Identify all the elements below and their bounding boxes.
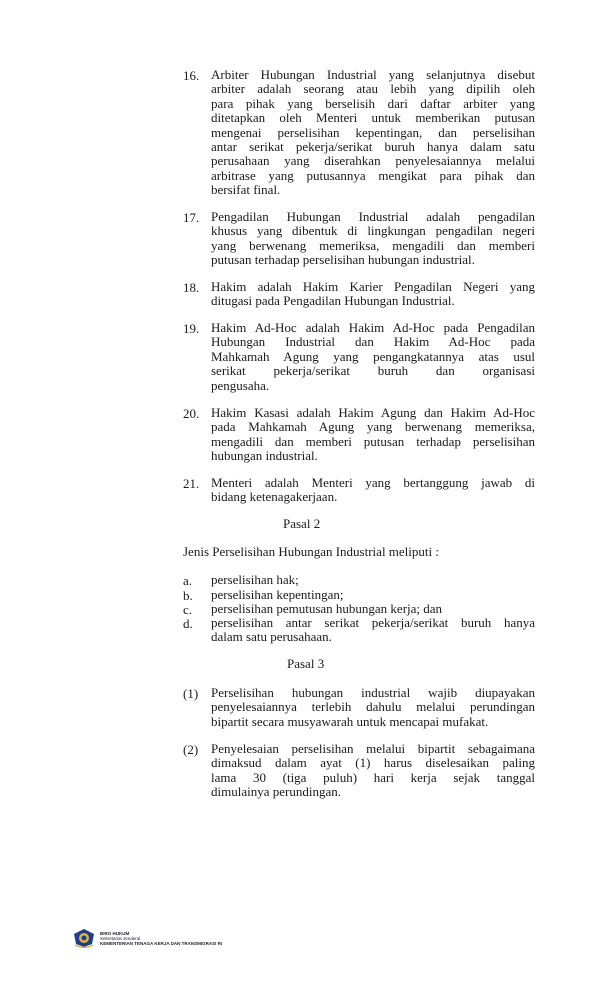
text-line: Pengadilan Hubungan Industrial adalah pengadilan xyxy=(211,209,535,224)
text-line: serikat pekerja/serikat buruh dan organisasi xyxy=(211,363,535,379)
text-line: perusahaan yang diserahkan penyelesaiannya melalui xyxy=(211,153,535,169)
text-line: arbiter adalah seorang atau lebih yang dipilih oleh xyxy=(211,81,535,97)
item-number: d. xyxy=(183,616,193,631)
text-line: dimaksud dalam ayat (1) harus diselesaikan paling xyxy=(211,755,535,771)
pasal-2-title: Pasal 2 xyxy=(283,516,321,531)
text-line: pengusaha. xyxy=(211,377,270,393)
item-text xyxy=(211,321,535,393)
definition-item-1 xyxy=(183,210,535,268)
item-number: 19. xyxy=(183,321,200,336)
text-line: ditugasi pada Pengadilan Hubungan Industrial. xyxy=(211,293,455,309)
item-number: b. xyxy=(183,588,193,603)
pasal-3-title: Pasal 3 xyxy=(287,656,325,671)
text-line: Penyelesaian perselisihan melalui bipartit sebagaimana xyxy=(211,741,535,756)
item-number: (2) xyxy=(183,742,199,757)
item-text xyxy=(211,573,535,587)
text-line: lama 30 (tiga puluh) hari kerja sejak tanggal xyxy=(211,769,535,785)
text-line: Mahkamah Agung yang pengangkatannya atas usul xyxy=(211,348,535,364)
pasal-3-item-0 xyxy=(183,686,535,729)
item-text xyxy=(211,210,535,268)
text-line: putusan terhadap perselisihan hubungan industrial. xyxy=(211,252,475,268)
text-line: perselisihan hak; xyxy=(211,572,299,587)
text-line: Menteri adalah Menteri yang bertanggung jawab di xyxy=(211,475,535,490)
text-line: khusus yang dibentuk di lingkungan pengadilan negeri xyxy=(211,223,535,239)
text-line: Hakim Ad-Hoc adalah Hakim Ad-Hoc pada Pengadilan xyxy=(211,320,535,335)
text-line: mengenai perselisihan kepentingan, dan perselisihan xyxy=(211,124,535,140)
text-line: perselisihan antar serikat pekerja/serikat buruh hanya xyxy=(211,615,535,630)
text-line: dimulainya perundingan. xyxy=(211,784,341,800)
ministry-emblem-icon xyxy=(72,928,96,948)
definition-item-0 xyxy=(183,68,535,198)
item-text xyxy=(211,280,535,309)
item-number: 21. xyxy=(183,476,200,491)
definition-item-4 xyxy=(183,406,535,464)
text-line: para pihak yang berselisih dari daftar arbiter yang xyxy=(211,95,535,111)
text-line: bersifat final. xyxy=(211,182,281,198)
pasal-2-item-3 xyxy=(183,616,535,645)
item-number: 18. xyxy=(183,280,200,295)
item-text xyxy=(211,406,535,464)
text-line: yang berwenang memeriksa, mengadili dan memberi xyxy=(211,237,535,253)
footer-logo xyxy=(72,928,222,948)
text-line: Hakim Kasasi adalah Hakim Agung dan Hakim Ad-Hoc xyxy=(211,405,535,420)
text-line: penyelesaiannya terlebih dahulu melalui perundingan xyxy=(211,699,535,715)
text-line: Perselisihan hubungan industrial wajib diupayakan xyxy=(211,685,535,700)
item-text xyxy=(211,476,535,505)
text-line: bidang ketenagakerjaan. xyxy=(211,489,338,505)
footer-line-2: Sekretariat Jenderal xyxy=(100,935,141,941)
item-text xyxy=(211,686,535,729)
item-text xyxy=(211,616,535,645)
text-line: arbitrase yang putusannya mengikat para pihak dan xyxy=(211,167,535,183)
text-line: Hubungan Industrial dan Hakim Ad-Hoc pada xyxy=(211,334,535,350)
item-number: c. xyxy=(183,602,193,617)
item-number: a. xyxy=(183,573,193,588)
text-line: dalam satu perusahaan. xyxy=(211,629,332,645)
item-number: (1) xyxy=(183,686,199,701)
definition-item-3 xyxy=(183,321,535,393)
text-line: bipartit secara musyawarah untuk mencapai mufakat. xyxy=(211,713,489,729)
item-number: 20. xyxy=(183,406,200,421)
text-line: mengadili dan memberi putusan terhadap perselisihan xyxy=(211,433,535,449)
text-line: Hakim adalah Hakim Karier Pengadilan Negeri yang xyxy=(211,279,535,294)
text-line: Arbiter Hubungan Industrial yang selanjutnya disebut xyxy=(211,67,535,82)
text-line: ditetapkan oleh Menteri untuk memberikan putusan xyxy=(211,110,535,126)
text-line: antar serikat pekerja/serikat buruh hanya dalam satu xyxy=(211,138,535,154)
pasal-2-intro: Jenis Perselisihan Hubungan Industrial meliputi : xyxy=(183,544,439,559)
text-line: perselisihan kepentingan; xyxy=(211,587,344,602)
item-text xyxy=(211,68,535,198)
pasal-2-item-0 xyxy=(183,573,535,587)
text-line: perselisihan pemutusan hubungan kerja; dan xyxy=(211,601,443,616)
text-line: hubungan industrial. xyxy=(211,448,318,464)
definition-item-5 xyxy=(183,476,535,505)
item-number: 17. xyxy=(183,210,200,225)
text-line: pada Mahkamah Agung yang berwenang memeriksa, xyxy=(211,419,535,435)
footer-line-3: KEMENTERIAN TENAGA KERJA DAN TRANSMIGRASI RI xyxy=(100,940,223,946)
item-number: 16. xyxy=(183,68,200,83)
footer-line-1: BIRO HUKUM xyxy=(100,930,130,936)
definition-item-2 xyxy=(183,280,535,309)
item-text xyxy=(211,742,535,800)
pasal-3-item-1 xyxy=(183,742,535,800)
